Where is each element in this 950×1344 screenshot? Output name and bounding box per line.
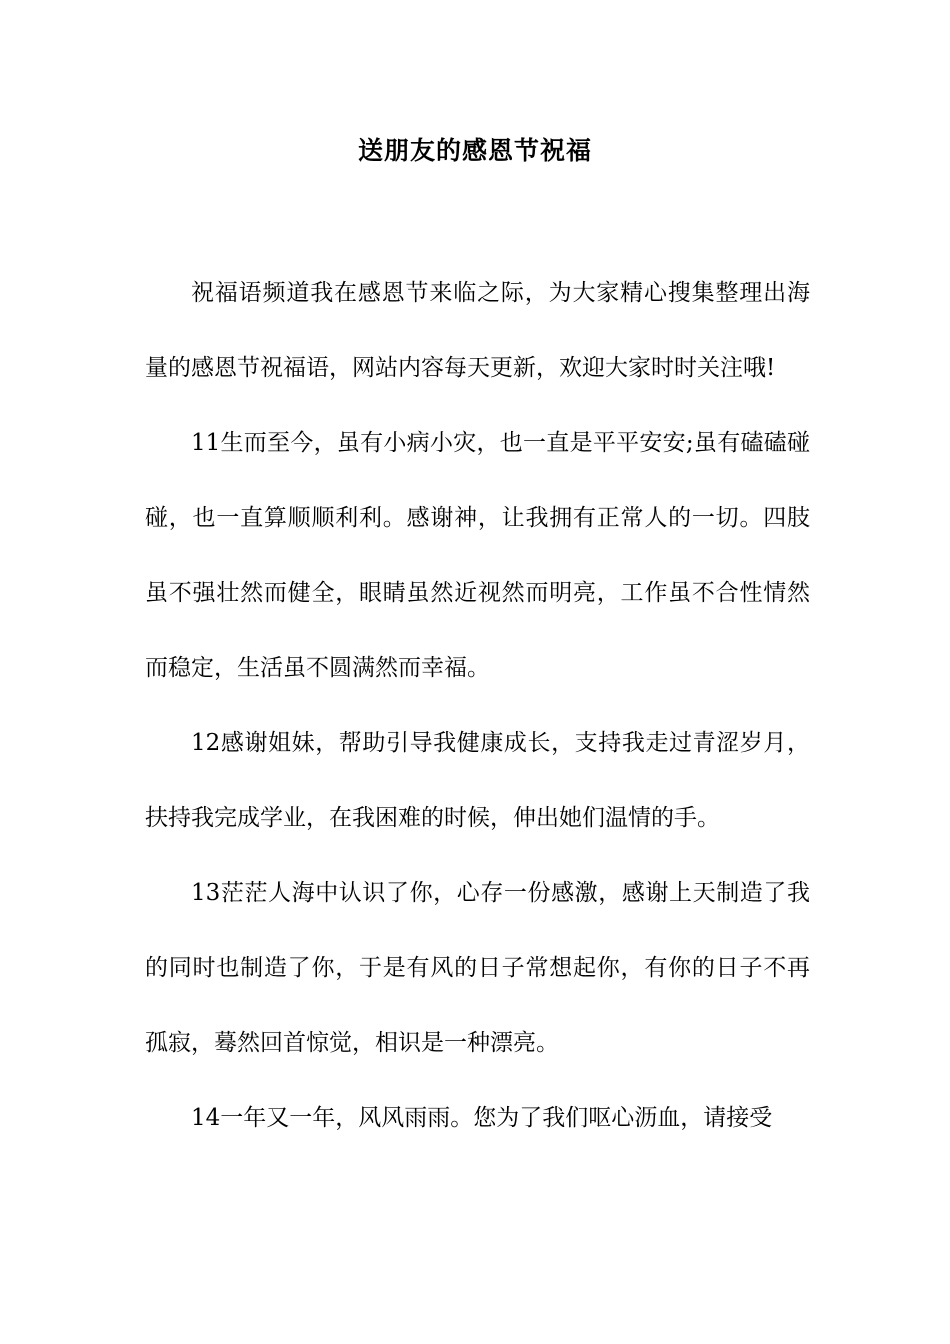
paragraph-intro: 祝福语频道我在感恩节来临之际，为大家精心搜集整理出海量的感恩节祝福语，网站内容每天更新，欢迎大家时时关注哦! — [145, 280, 810, 381]
paragraph-14: 14一年又一年，风风雨雨。您为了我们呕心沥血，请接受 — [191, 1105, 773, 1131]
paragraph-12: 12感谢姐妹，帮助引导我健康成长，支持我走过青涩岁月，扶持我完成学业，在我困难的时候，伸出她们温情的手。 — [145, 730, 810, 831]
paragraph-11: 11生而至今，虽有小病小灾，也一直是平平安安;虽有磕磕碰碰，也一直算顺顺利利。感谢神，让我拥有正常人的一切。四肢虽不强壮然而健全，眼睛虽然近视然而明亮，工作虽不合性情然而稳定，生活虽不圆满然而幸福。 — [145, 430, 810, 681]
paragraph-13: 13茫茫人海中认识了你，心存一份感激，感谢上天制造了我的同时也制造了你，于是有风的日子常想起你，有你的日子不再孤寂，蓦然回首惊觉，相识是一种漂亮。 — [145, 880, 810, 1056]
document-title: 送朋友的感恩节祝福 — [357, 136, 592, 165]
document-body — [145, 256, 810, 1156]
